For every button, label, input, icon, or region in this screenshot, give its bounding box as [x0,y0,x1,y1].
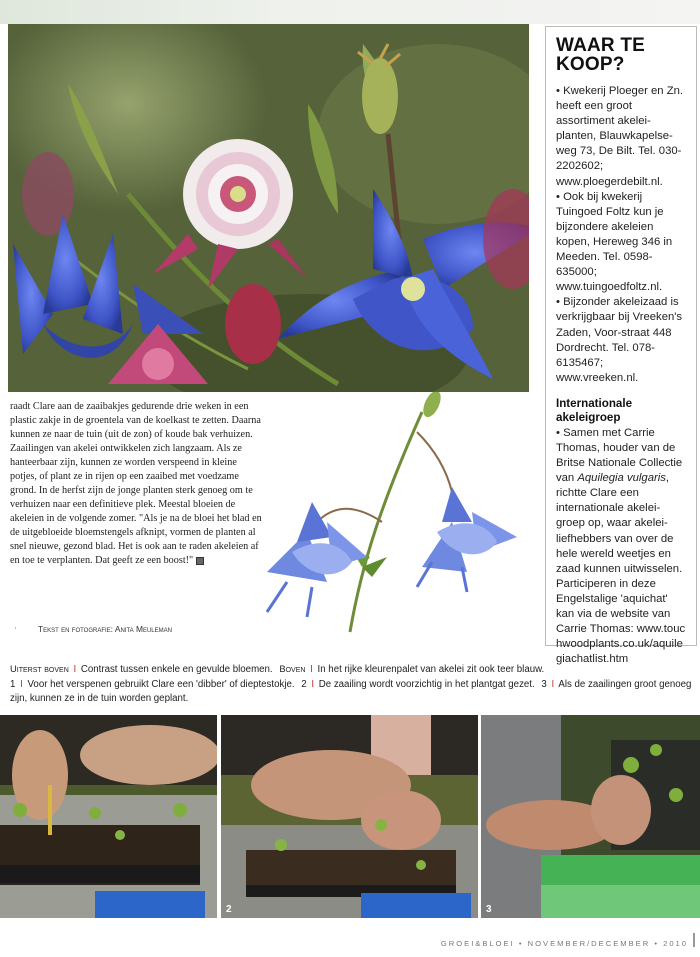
page-edge-bar [693,933,695,947]
touchwood-url[interactable]: www.touchwoodplants.co.uk/aquilegiachatlist.htm [556,623,686,666]
sidebar-heading-line1: WAAR TE [556,35,646,56]
photo-2-seedling [221,715,478,918]
caption-label-uiterst-boven: Uiterst boven [10,663,69,674]
sidebar-item-ploeger: • Kwekerij Ploeger en Zn. heeft een groot assortiment akelei-planten, Blauwkapelse-weg 73, De Bilt. Tel. 030-2202602; www.ploegerdebilt.nl. [556,84,688,190]
sidebar-item-foltz: • Ook bij kwekerij Tuingoed Foltz kun je bijzondere akeleien kopen, Hereweg 346 in Meeden. Tel. 0598-635000; www.tuingoedfoltz.nl. [556,190,688,296]
caption-boven: In het rijke kleurenpalet van akelei zit ook teer blauw. [317,664,545,675]
vreeken-url[interactable]: www.vreeken.nl. [556,371,639,384]
credit-dot-icon: · [14,623,17,633]
caption-separator: I [310,664,313,675]
body-paragraph-1: raadt Clare aan de zaaibakjes gedurende drie weken in een plastic zakje in de groentela van de koelkast te zetten. Daarna kunnen ze naar de tuin (uit de zon) of koude bak verhuizen. [10,401,261,440]
caption-separator: I [551,678,555,690]
sidebar-item-vreeken: • Bijzonder akeleizaad is verkrijgbaar bij Vreeken's Zaden, Voor-straat 448 Dordrecht. Tel. 078-6135467; www.vreeken.nl. [556,295,688,386]
group-text: • Samen met Carrie Thomas, houder van de Britse Nationale Collectie van Aquilegia vulgaris, richtte Clare een internationale akelei-groep op, waar akelei-liefhebbers van over de hele wereld weetjes en zaad kunnen uitwisselen. Participeren in deze Engelstalige 'aquichat' kan via de website van Carrie Thomas: www.touchwoodplants.co.uk/aquilegiachatlist.htm [556,426,688,668]
body-paragraph-2: Zaailingen van akelei ontwikkelen zich langzaam. Als ze hanteerbaar zijn, kunnen ze worden verspeend in kleine potjes, of plant ze in rijen op een zaaibed met voedzame grond. In de herfst zijn de jonge planten sterk genoeg om te verhuizen naar een definitieve plek. Meestal bloeien de akeleien in de volgende zomer. "Als je na de bloei het blad en de uitgebloeide bloemstengels afknipt, vormen de planten al snel nieuwe, gezond blad. Het is ook aan te raden akeleien af en toe te verplanten. Dat geeft ze een boost!" [10,443,262,566]
foltz-url[interactable]: www.tuingoedfoltz.nl. [556,281,663,294]
where-to-buy-sidebar [545,26,697,666]
caption-2: De zaailing wordt voorzichtig in het plantgat gezet. [318,678,535,690]
photo-2-number: 2 [226,904,232,915]
sidebar-heading-line2: KOOP? [556,54,625,75]
ploeger-url[interactable]: www.ploegerdebilt.nl. [556,175,663,188]
photo-credit: Tekst en fotografie: Anita Meuleman [38,624,172,634]
photo-1-illustration [0,715,217,918]
photo-3-illustration [481,715,700,918]
top-photo-strip [0,0,700,24]
caption-label-2: 2 [301,678,307,690]
blue-columbine-cutout-photo [262,392,544,638]
hero-photo-columbines [8,24,529,392]
photo-captions [10,662,696,707]
photo-2-illustration [221,715,478,918]
caption-line-1 [10,662,696,678]
magazine-footer: GROEI&BLOEI • NOVEMBER/DECEMBER • 2010 [440,939,688,948]
sidebar-heading [556,36,688,74]
latin-name: Aquilegia vulgaris [577,472,666,485]
photo-1-dibber [0,715,217,918]
caption-1: Voor het verspenen gebruikt Clare een 'dibber' of dieptestokje. [27,678,295,690]
photo-3-planting [481,715,700,918]
group-heading: Internationale akeleigroep [556,396,633,425]
caption-separator: I [311,678,315,690]
caption-separator: I [20,678,23,690]
caption-label-boven: Boven [279,663,306,674]
article-end-mark-icon [196,557,204,565]
hero-photo-illustration [8,24,529,392]
article-body [10,400,263,568]
photo-3-number: 3 [486,904,492,915]
caption-label-1: 1 [10,678,16,690]
caption-3: Als de zaailingen groot genoeg zijn, kunnen ze in de tuin worden geplant. [10,678,692,705]
caption-separator: I [73,664,77,675]
caption-label-3: 3 [541,678,547,690]
caption-line-2 [10,678,696,707]
caption-uiterst-boven: Contrast tussen enkele en gevulde bloemen. [80,664,273,675]
blue-columbine-illustration [262,392,544,638]
